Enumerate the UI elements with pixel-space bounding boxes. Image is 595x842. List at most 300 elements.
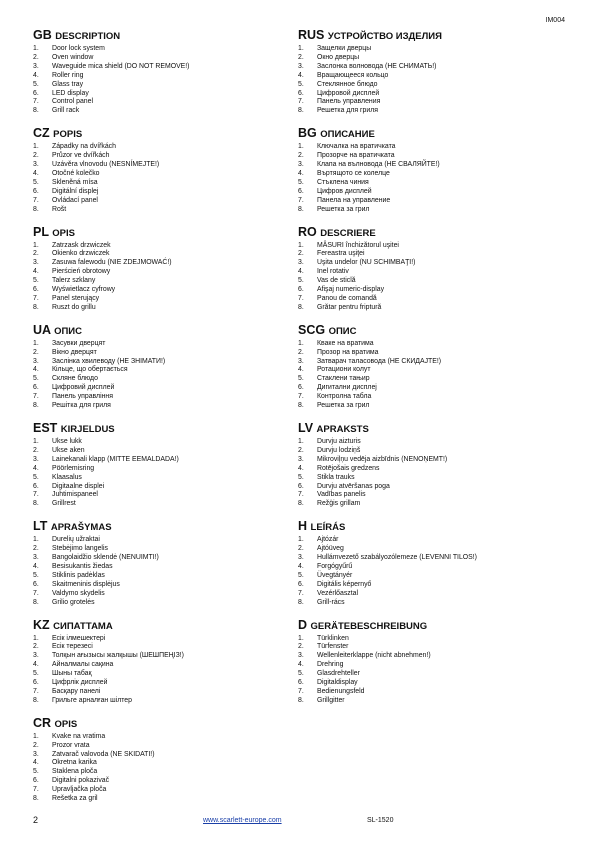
item-number: 3. xyxy=(298,259,304,267)
item-label: Grilio grotelės xyxy=(52,598,95,606)
item-number: 2. xyxy=(33,152,39,160)
section-heading xyxy=(33,323,295,339)
item-number: 8. xyxy=(298,500,304,508)
section-cz xyxy=(33,126,295,214)
list-item xyxy=(33,697,295,706)
item-number: 8. xyxy=(33,598,39,606)
section-pl xyxy=(33,225,295,313)
section-bg xyxy=(298,126,568,214)
item-number: 5. xyxy=(298,277,304,285)
item-label: Басқару панелі xyxy=(52,687,101,695)
item-number: 5. xyxy=(298,178,304,186)
item-label: LED display xyxy=(52,89,89,97)
list-item xyxy=(298,438,568,447)
list-item xyxy=(298,152,568,161)
list-item xyxy=(33,786,295,795)
list-item xyxy=(33,438,295,447)
list-item xyxy=(33,751,295,760)
item-label: Заслонка волновода (НЕ СНИМАТЬ!) xyxy=(317,62,437,70)
list-item xyxy=(33,643,295,652)
list-item xyxy=(298,500,568,509)
list-item xyxy=(298,358,568,367)
section-ro xyxy=(298,225,568,313)
item-number: 4. xyxy=(33,759,39,767)
list-item xyxy=(33,268,295,277)
item-label: Въртящото се колелце xyxy=(317,169,390,177)
item-number: 4. xyxy=(33,464,39,472)
item-label: Grătar pentru friptură xyxy=(317,303,382,311)
list-item xyxy=(298,340,568,349)
list-item xyxy=(33,206,295,215)
list-item xyxy=(298,107,568,116)
section-title: ОПИСАНИЕ xyxy=(320,129,375,141)
item-label: Окно дверцы xyxy=(317,53,360,61)
country-code: CZ xyxy=(33,126,50,141)
item-label: Дигитални дисплеј xyxy=(317,384,377,392)
section-heading xyxy=(298,421,568,437)
list-item xyxy=(298,98,568,107)
item-label: Prozor vrata xyxy=(52,741,90,749)
item-label: Vas de sticlă xyxy=(317,277,356,285)
section-heading xyxy=(33,126,295,142)
list-item xyxy=(33,242,295,251)
item-number: 3. xyxy=(33,455,39,463)
item-number: 1. xyxy=(33,634,39,642)
item-number: 5. xyxy=(33,277,39,285)
item-label: Клапа на вълновода (НЕ СВАЛЯЙТЕ!) xyxy=(317,161,440,169)
item-label: Толқын ағызысы жалқышы (ШЕШПЕҢІЗ!) xyxy=(52,652,184,660)
item-label: Forgógyűrű xyxy=(317,562,353,570)
item-label: Решетка за грил xyxy=(317,205,370,213)
section-heading xyxy=(33,519,295,535)
list-item xyxy=(33,402,295,411)
section-ua xyxy=(33,323,295,411)
list-item xyxy=(298,54,568,63)
item-number: 5. xyxy=(298,473,304,481)
item-number: 8. xyxy=(298,598,304,606)
list-item xyxy=(33,500,295,509)
list-item xyxy=(298,277,568,286)
list-item xyxy=(33,491,295,500)
item-label: Решітка для гриля xyxy=(52,402,111,410)
item-number: 6. xyxy=(33,580,39,588)
item-label: Durvju atvēršanas poga xyxy=(317,482,390,490)
item-number: 5. xyxy=(33,473,39,481)
item-number: 2. xyxy=(298,53,304,61)
item-number: 2. xyxy=(298,250,304,258)
list-item xyxy=(33,474,295,483)
list-item xyxy=(33,107,295,116)
list-item xyxy=(33,465,295,474)
item-label: Besisukantis žiedas xyxy=(52,562,113,570)
item-label: Zatrzask drzwiczek xyxy=(52,241,111,249)
item-label: Панель управління xyxy=(52,393,113,401)
item-label: Kvake na vratima xyxy=(52,732,106,740)
list-item xyxy=(33,545,295,554)
item-label: Zasuwa falewodu (NIE ZDEJMOWAĆ!) xyxy=(52,259,172,267)
item-label: Решетка за грил xyxy=(317,402,370,410)
list-item xyxy=(33,795,295,804)
section-heading xyxy=(33,421,295,437)
item-number: 5. xyxy=(298,571,304,579)
list-item xyxy=(33,197,295,206)
section-title: KIRJELDUS xyxy=(60,424,115,435)
list-item xyxy=(298,179,568,188)
list-item xyxy=(298,366,568,375)
page-number: 2 xyxy=(33,815,39,825)
list-item xyxy=(298,375,568,384)
item-label: Grill-rács xyxy=(317,598,345,606)
item-number: 6. xyxy=(298,89,304,97)
item-label: Staklena ploča xyxy=(52,768,98,776)
item-number: 4. xyxy=(298,661,304,669)
item-number: 2. xyxy=(33,446,39,454)
list-item xyxy=(33,652,295,661)
list-item xyxy=(298,206,568,215)
item-number: 7. xyxy=(298,491,304,499)
section-title: УСТРОЙСТВО ИЗДЕЛИЯ xyxy=(327,31,442,42)
item-label: Цифровой дисплей xyxy=(317,89,380,97)
section-heading xyxy=(33,28,295,44)
item-number: 1. xyxy=(298,45,304,52)
item-number: 3. xyxy=(33,161,39,169)
list-item xyxy=(298,554,568,563)
item-number: 7. xyxy=(33,393,39,401)
list-item xyxy=(33,768,295,777)
parts-list xyxy=(298,45,568,116)
item-label: Režģis grillam xyxy=(317,500,361,508)
item-number: 4. xyxy=(33,71,39,79)
list-item xyxy=(33,259,295,268)
list-item xyxy=(33,143,295,152)
item-number: 8. xyxy=(33,205,39,213)
list-item xyxy=(33,661,295,670)
item-number: 8. xyxy=(33,696,39,704)
item-label: Grillrest xyxy=(52,500,76,508)
item-label: MÂSURI închizătorul uşitei xyxy=(317,241,399,249)
item-number: 7. xyxy=(298,589,304,597)
list-item xyxy=(33,295,295,304)
item-label: Vadības panelis xyxy=(317,491,366,499)
item-label: Есік ілмешектері xyxy=(52,634,106,642)
list-item xyxy=(33,98,295,107)
list-item xyxy=(33,349,295,358)
item-number: 3. xyxy=(33,652,39,660)
item-label: Ovládací panel xyxy=(52,196,98,204)
list-item xyxy=(298,81,568,90)
parts-list xyxy=(298,635,568,706)
item-label: Inel rotativ xyxy=(317,268,349,276)
list-item xyxy=(298,456,568,465)
item-label: Upravljačka ploča xyxy=(52,786,107,794)
country-code: LT xyxy=(33,519,48,534)
item-label: Digitaalne displei xyxy=(52,482,105,490)
section-title: GERÄTEBESCHREIBUNG xyxy=(310,620,428,632)
list-item xyxy=(298,72,568,81)
item-number: 2. xyxy=(298,348,304,356)
section-cr xyxy=(33,716,295,804)
item-label: Durelių užraktai xyxy=(52,536,100,544)
section-lt xyxy=(33,519,295,607)
list-item xyxy=(33,679,295,688)
parts-list xyxy=(298,438,568,509)
item-number: 6. xyxy=(298,187,304,195)
list-item xyxy=(298,402,568,411)
item-number: 4. xyxy=(33,268,39,276)
country-code: RUS xyxy=(298,28,325,42)
list-item xyxy=(33,393,295,402)
item-number: 1. xyxy=(298,143,304,151)
item-label: Okretna karika xyxy=(52,759,97,767)
item-label: Стъклена чиния xyxy=(317,178,369,186)
country-code: EST xyxy=(33,421,58,435)
country-code: SCG xyxy=(298,322,326,337)
item-label: Ключалка на вратичката xyxy=(317,143,396,151)
item-label: Rešetka za gril xyxy=(52,795,98,803)
country-code: BG xyxy=(298,126,317,141)
item-number: 4. xyxy=(33,661,39,669)
list-item xyxy=(33,688,295,697)
item-number: 3. xyxy=(33,259,39,267)
item-label: Uzávěra vlnovodu (NESNÍMEJTE!) xyxy=(52,161,160,169)
item-number: 3. xyxy=(298,554,304,562)
item-label: Ajtóüveg xyxy=(317,545,344,553)
list-item xyxy=(298,652,568,661)
item-label: Valdymo skydelis xyxy=(52,589,105,597)
model-number: SL-1520 xyxy=(367,817,394,824)
left-column xyxy=(33,28,295,814)
list-item xyxy=(298,635,568,644)
list-item xyxy=(298,250,568,259)
section-title: СИПАТТАМА xyxy=(53,620,113,632)
item-label: Защелки дверцы xyxy=(317,45,372,52)
country-code: H xyxy=(298,519,308,534)
item-number: 8. xyxy=(298,303,304,311)
item-label: Прозорче на вратичката xyxy=(317,152,395,160)
section-heading xyxy=(298,323,568,339)
item-number: 7. xyxy=(298,98,304,106)
section-rus xyxy=(298,28,568,116)
item-number: 8. xyxy=(298,107,304,115)
item-number: 4. xyxy=(33,169,39,177)
item-number: 6. xyxy=(298,580,304,588)
item-number: 5. xyxy=(33,375,39,383)
item-label: Заслінка хвилеводу (НЕ ЗНІМАТИ!) xyxy=(52,357,166,365)
item-number: 3. xyxy=(33,62,39,70)
list-item xyxy=(298,161,568,170)
item-label: Ukse lukk xyxy=(52,438,82,445)
item-number: 7. xyxy=(298,687,304,695)
list-item xyxy=(298,393,568,402)
item-label: Juhtimispaneel xyxy=(52,491,98,499)
list-item xyxy=(298,581,568,590)
item-number: 4. xyxy=(33,366,39,374)
item-number: 1. xyxy=(298,634,304,642)
list-item xyxy=(298,536,568,545)
item-label: Вращающееся кольцо xyxy=(317,71,389,79)
item-number: 8. xyxy=(33,303,39,311)
item-label: Fereastra uşiţei xyxy=(317,250,365,258)
list-item xyxy=(33,81,295,90)
list-item xyxy=(298,483,568,492)
item-label: Digitális képernyő xyxy=(317,580,372,588)
item-label: Türklinken xyxy=(317,634,349,642)
item-number: 7. xyxy=(33,786,39,794)
section-title: OPIS xyxy=(54,718,78,730)
list-item xyxy=(33,483,295,492)
item-label: Решетка для гриля xyxy=(317,107,378,115)
item-number: 4. xyxy=(298,71,304,79)
item-label: Zatvarač valovoda (NE SKIDATI!) xyxy=(52,750,155,758)
list-item xyxy=(298,170,568,179)
section-heading xyxy=(33,618,295,634)
item-label: Durvju lodziņš xyxy=(317,446,361,454)
item-label: Roller ring xyxy=(52,71,84,79)
item-label: Вікно дверцят xyxy=(52,348,97,356)
item-number: 7. xyxy=(33,589,39,597)
parts-list xyxy=(33,45,295,116)
item-number: 6. xyxy=(298,286,304,294)
item-label: Ruszt do grillu xyxy=(52,303,96,311)
item-label: Скляне блюдо xyxy=(52,375,98,383)
item-label: Skleněná mísa xyxy=(52,178,98,186)
item-label: Grill rack xyxy=(52,107,80,115)
section-gb xyxy=(33,28,295,116)
list-item xyxy=(298,384,568,393)
item-number: 1. xyxy=(33,241,39,249)
list-item xyxy=(33,447,295,456)
item-label: Digitální displej xyxy=(52,187,99,195)
section-scg xyxy=(298,323,568,411)
list-item xyxy=(33,536,295,545)
item-label: Skaitmeninis displėjus xyxy=(52,580,120,588)
list-item xyxy=(298,143,568,152)
item-number: 7. xyxy=(33,196,39,204)
list-item xyxy=(33,572,295,581)
item-label: Glasdrehteller xyxy=(317,670,360,678)
item-number: 8. xyxy=(33,107,39,115)
item-label: Lainekanali klapp (MITTE EEMALDADA!) xyxy=(52,455,179,463)
item-label: Stikla trauks xyxy=(317,473,355,481)
item-label: Wyświetlacz cyfrowy xyxy=(52,286,116,294)
item-number: 8. xyxy=(298,205,304,213)
item-label: Цифровий дисплей xyxy=(52,384,115,392)
list-item xyxy=(298,197,568,206)
list-item xyxy=(33,152,295,161)
list-item xyxy=(298,259,568,268)
list-item xyxy=(298,572,568,581)
item-label: Digitaldisplay xyxy=(317,679,358,687)
item-number: 3. xyxy=(298,161,304,169)
item-number: 5. xyxy=(298,670,304,678)
item-label: Afişaj numeric-display xyxy=(317,286,385,294)
item-label: Кільце, що обертається xyxy=(52,366,128,374)
section-heading xyxy=(298,126,568,142)
list-item xyxy=(298,661,568,670)
item-number: 2. xyxy=(33,643,39,651)
item-number: 5. xyxy=(33,670,39,678)
item-number: 3. xyxy=(33,750,39,758)
list-item xyxy=(298,697,568,706)
item-number: 8. xyxy=(33,500,39,508)
parts-list xyxy=(33,438,295,509)
item-number: 4. xyxy=(298,268,304,276)
item-label: Průzor ve dvířkách xyxy=(52,152,110,160)
list-item xyxy=(33,581,295,590)
list-item xyxy=(298,90,568,99)
item-number: 1. xyxy=(33,143,39,151)
item-number: 4. xyxy=(298,464,304,472)
list-item xyxy=(298,242,568,251)
item-label: Okienko drzwiczek xyxy=(52,250,110,258)
item-number: 5. xyxy=(298,375,304,383)
item-label: Прозор на вратима xyxy=(317,348,379,356)
item-number: 7. xyxy=(298,196,304,204)
parts-list xyxy=(298,143,568,214)
parts-list xyxy=(33,242,295,313)
item-label: Klaasalus xyxy=(52,473,82,481)
country-code: PL xyxy=(33,224,49,239)
item-number: 6. xyxy=(33,89,39,97)
section-title: DESCRIPTION xyxy=(55,31,121,42)
list-item xyxy=(298,688,568,697)
list-item xyxy=(33,45,295,54)
item-number: 2. xyxy=(298,643,304,651)
list-item xyxy=(298,465,568,474)
list-item xyxy=(298,643,568,652)
item-number: 8. xyxy=(33,795,39,803)
item-number: 3. xyxy=(33,554,39,562)
item-label: Durvju aizturis xyxy=(317,438,361,445)
item-number: 8. xyxy=(33,402,39,410)
item-label: Západky na dvířkách xyxy=(52,143,116,151)
website-link[interactable]: www.scarlett-europe.com xyxy=(203,817,282,824)
right-column xyxy=(298,28,568,716)
section-heading xyxy=(33,225,295,241)
item-label: Talerz szklany xyxy=(52,277,96,285)
item-number: 6. xyxy=(298,482,304,490)
list-item xyxy=(33,599,295,608)
item-label: Waveguide mica shield (DO NOT REMOVE!) xyxy=(52,62,190,70)
list-item xyxy=(33,286,295,295)
item-label: Mikroviļņu vedēja aizbīdnis (NENOŅEMT!) xyxy=(317,455,448,463)
item-number: 3. xyxy=(33,357,39,365)
section-heading xyxy=(298,28,568,44)
list-item xyxy=(33,384,295,393)
list-item xyxy=(298,63,568,72)
list-item xyxy=(33,277,295,286)
list-item xyxy=(298,563,568,572)
list-item xyxy=(33,733,295,742)
item-number: 3. xyxy=(298,62,304,70)
list-item xyxy=(33,563,295,572)
country-code: D xyxy=(298,617,308,632)
item-number: 7. xyxy=(33,491,39,499)
item-label: Pierścień obrotowy xyxy=(52,268,111,276)
item-number: 7. xyxy=(33,687,39,695)
parts-list xyxy=(33,340,295,411)
list-item xyxy=(33,250,295,259)
section-title: LEÍRÁS xyxy=(310,522,346,534)
parts-list xyxy=(33,143,295,214)
item-number: 6. xyxy=(33,286,39,294)
item-label: Есік терезесі xyxy=(52,643,93,651)
list-item xyxy=(298,349,568,358)
item-label: Pöörlemisring xyxy=(52,464,95,472)
item-label: Rotējošais gredzens xyxy=(317,464,380,472)
item-label: Контролна табла xyxy=(317,393,372,401)
document-code: IM004 xyxy=(545,17,565,24)
